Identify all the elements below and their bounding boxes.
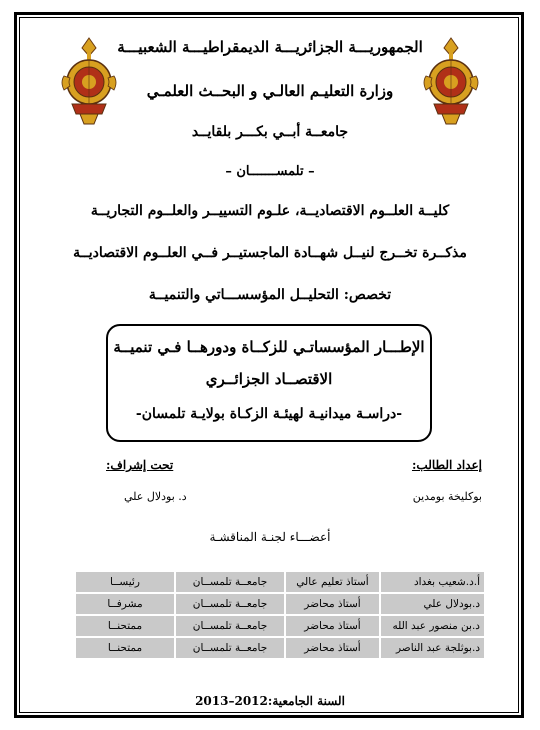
supervisor-label: تحت إشراف: <box>106 458 174 472</box>
ministry-heading: وزارة التعليـم العالـي و البحــث العلمـي <box>146 82 394 100</box>
member-name: د.بن منصور عبد الله <box>380 615 485 637</box>
member-rank: أستاذ محاضر <box>285 615 380 637</box>
table-row <box>75 571 485 593</box>
city-heading: – تلمســـــــان – <box>225 164 315 179</box>
member-role: ممتحنــا <box>75 637 175 659</box>
thesis-title-box <box>106 324 432 442</box>
member-institution: جامعــة تلمســان <box>175 571 285 593</box>
specialty-heading: تخصص: التحليــل المؤسســـاتي والتنميــة <box>148 287 392 303</box>
member-institution: جامعــة تلمســان <box>175 593 285 615</box>
student-label: إعداد الطالب: <box>411 458 482 472</box>
member-name: أ.د.شعيب بغداد <box>380 571 485 593</box>
table-row <box>75 615 485 637</box>
member-institution: جامعــة تلمســان <box>175 637 285 659</box>
member-role: مشرفــا <box>75 593 175 615</box>
member-role: رئيســا <box>75 571 175 593</box>
committee-table <box>74 570 486 660</box>
member-role: ممتحنــا <box>75 615 175 637</box>
member-rank: أستاذ محاضر <box>285 593 380 615</box>
member-rank: أستاذ محاضر <box>285 637 380 659</box>
student-name: بوكليخة بومدين <box>412 490 482 503</box>
member-rank: أستاذ تعليم عالي <box>285 571 380 593</box>
thesis-title-line1: الإطـــار المؤسساتـي للزكــاة ودورهــا فـي تنميــة <box>113 338 425 356</box>
memoir-heading: مذكــرة تخــرج لنيــل شهــادة الماجستيــر فــي العلــوم الاقتصاديــة <box>73 245 467 261</box>
table-row <box>75 593 485 615</box>
supervisor-name: د. بودلال علي <box>124 490 187 503</box>
faculty-heading: كليــة العلــوم الاقتصاديــة، علـوم التسييــر والعلــوم التجاريــة <box>90 203 450 219</box>
republic-heading: الجمهوريـــة الجزائريـــة الديمقراطيـــة الشعبيـــة <box>117 38 423 56</box>
university-heading: جامعــة أبــي بكـــر بلقايــد <box>191 124 349 140</box>
academic-year: السنة الجامعية:2012–2013 <box>195 694 345 708</box>
member-name: د.بوثلجة عبد الناصر <box>380 637 485 659</box>
thesis-title-line2: الاقتصــاد الجزائــري <box>205 370 333 388</box>
table-row <box>75 637 485 659</box>
member-name: د.بودلال علي <box>380 593 485 615</box>
committee-heading: أعضـــاء لجنـة المناقشـة <box>209 530 331 544</box>
thesis-subtitle: -دراسـة ميدانيـة لهيئـة الزكـاة بولايـة تلمسان- <box>135 406 403 422</box>
member-institution: جامعــة تلمســان <box>175 615 285 637</box>
